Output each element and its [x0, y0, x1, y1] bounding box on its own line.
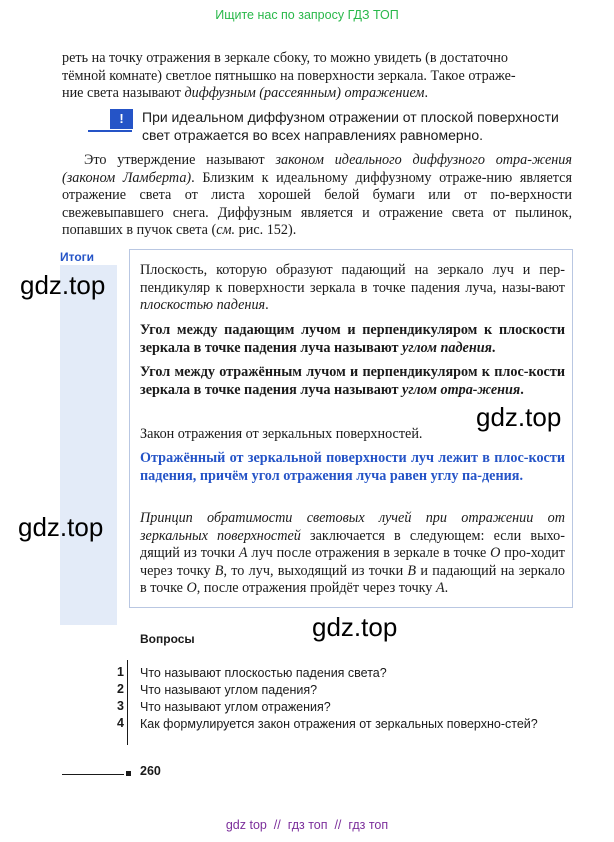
question-number: 3 — [117, 699, 124, 713]
question-number: 2 — [117, 682, 124, 696]
para1-line-1: реть на точку отражения в зеркале сбоку, то можно увидеть (в достаточно — [62, 50, 508, 66]
summary-sidebar — [60, 265, 117, 625]
summary-item-2: Угол между падающим лучом и перпендикуляром к плоскости зеркала в точке падения луча называют углом падения. — [140, 322, 565, 356]
question-4: Как формулируется закон отражения от зеркальных поверхно-стей? — [140, 717, 538, 731]
diffuse-term: диффузным (рассеянным) отражением — [184, 85, 425, 102]
watermark-4: gdz.top — [312, 612, 398, 642]
page-number: 260 — [140, 764, 161, 778]
lambert-statement — [142, 108, 572, 144]
question-number: 1 — [117, 665, 124, 679]
summary-label: Итоги — [60, 250, 95, 264]
note-underline — [88, 130, 132, 132]
questions-divider — [127, 660, 128, 745]
summary-item-6: Принцип обратимости световых лучей при отражении от зеркальных поверхностей заключается в следующем: если выхо-дящий из точки A луч после отражения в зеркале в точке O про-ходит через точку B, то луч, выходящий из точки B и падающий на зеркало в точке O, после отражения пройдёт через точку A. — [140, 510, 566, 597]
lambert-law-term: законом идеального диффузного отра-жения (законом Ламберта) — [62, 152, 572, 186]
summary-item-3: Угол между отражённым лучом и перпендикуляром к плос-кости зеркала в точке падения луча называют углом отра-жения. — [140, 364, 565, 398]
header-search-link[interactable]: Ищите нас по запросу ГДЗ ТОП — [215, 8, 399, 22]
paragraph-1 — [62, 50, 572, 103]
watermark-3: gdz.top — [18, 512, 104, 542]
summary-item-4: Закон отражения от зеркальных поверхностей. — [140, 426, 423, 442]
note-line-2: свет отражается во всех направлениях равномерно. — [142, 127, 484, 143]
footer-links[interactable]: gdz top // гдз топ // гдз топ — [225, 818, 389, 832]
summary-law: Отражённый от зеркальной поверхности луч лежит в плос-кости падения, причём угол отражения луча равен углу па-дения. — [140, 450, 565, 484]
paragraph-2: Это утверждение называют законом идеального диффузного отра-жения (законом Ламберта). Близким к идеальному диффузному отраже-нию является отражение света от листа хорошей белой бумаги или от по-верхности свежевыпавшего снега. Диффузным является и отражение света от пылинок, попавших в пучок света (см. рис. 152). — [62, 152, 572, 239]
watermark-2: gdz.top — [476, 402, 562, 432]
page-number-marker — [126, 771, 131, 776]
summary-gap — [117, 265, 129, 605]
question-2: Что называют углом падения? — [140, 683, 318, 697]
summary-item-1: Плоскость, которую образуют падающий на зеркало луч и пер-пендикуляр к поверхности зеркала в точке падения луча, назы-вают плоскостью падения. — [140, 262, 565, 314]
question-number: 4 — [117, 716, 124, 730]
note-line-1: При идеальном диффузном отражении от плоской поверхности — [142, 109, 559, 125]
para1-line-3: ние света называют диффузным (рассеянным) отражением. — [62, 85, 429, 102]
exclamation-icon: ! — [110, 109, 133, 129]
questions-title: Вопросы — [140, 632, 195, 646]
para1-line-2: тёмной комнате) светлое пятнышко на поверхности зеркала. Такое отраже- — [62, 67, 516, 84]
page-number-rule — [62, 774, 124, 775]
question-3: Что называют углом отражения? — [140, 700, 331, 714]
question-1: Что называют плоскостью падения света? — [140, 666, 387, 680]
watermark-1: gdz.top — [20, 270, 106, 300]
